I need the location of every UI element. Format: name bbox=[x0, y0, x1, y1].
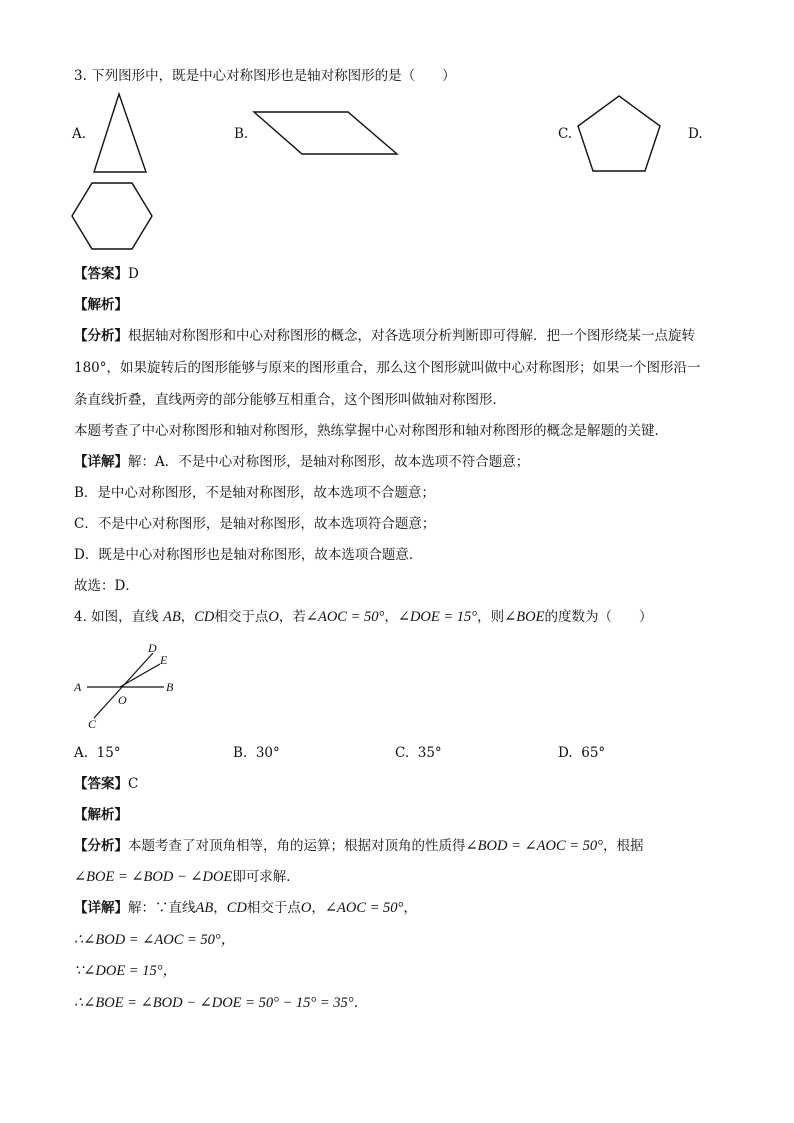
q4-option-c: C. 35° bbox=[395, 745, 442, 761]
q4-option-d: D. 65° bbox=[558, 745, 606, 761]
label-d: D bbox=[148, 641, 157, 655]
q3-analysis-header: 【解析】 bbox=[74, 297, 128, 313]
label-e: E bbox=[160, 653, 168, 667]
q3-fenxi-line-1: 【分析】根据轴对称图形和中心对称图形的概念，对各选项分析判断即可得解．把一个图形绕某一点旋转 bbox=[74, 328, 695, 344]
q4-fenxi-line-2: ∠BOE = ∠BOD − ∠DOE即可求解． bbox=[74, 869, 300, 885]
q3-triangle-figure bbox=[88, 90, 154, 176]
q4-option-b: B. 30° bbox=[233, 745, 280, 761]
q3-option-b-label: B. bbox=[234, 126, 249, 142]
q3-answer: 【答案】D bbox=[74, 266, 139, 282]
q4-option-a: A. 15° bbox=[74, 745, 121, 761]
q4-detail-1: 【详解】解：∵直线AB，CD相交于点O，∠AOC = 50°， bbox=[74, 900, 417, 916]
q4-answer: 【答案】C bbox=[74, 776, 139, 792]
q3-fenxi-line-3: 条直线折叠，直线两旁的部分能够互相重合，这个图形叫做轴对称图形． bbox=[74, 392, 506, 408]
q3-hexagon-figure bbox=[68, 180, 156, 252]
label-c: C bbox=[88, 717, 97, 731]
q4-detail-4: ∴∠BOE = ∠BOD − ∠DOE = 50° − 15° = 35°． bbox=[74, 995, 369, 1011]
q3-detail-b: B．是中心对称图形，不是轴对称图形，故本选项不合题意； bbox=[74, 485, 435, 501]
label-o: O bbox=[118, 693, 127, 707]
q4-fenxi-line-1: 【分析】本题考查了对顶角相等，角的运算；根据对顶角的性质得∠BOD = ∠AOC = 50°，根据 bbox=[74, 838, 644, 854]
q4-angle-figure bbox=[68, 638, 188, 734]
q4-analysis-header: 【解析】 bbox=[74, 807, 128, 823]
q3-option-c-label: C. bbox=[558, 126, 573, 142]
q3-conclusion: 故选：D． bbox=[74, 578, 139, 594]
q3-pentagon-figure bbox=[574, 92, 666, 176]
q3-option-d-label: D. bbox=[688, 126, 703, 142]
q3-option-a-label: A. bbox=[72, 126, 87, 142]
q3-stem: 3. 下列图形中，既是中心对称图形也是轴对称图形的是（ ） bbox=[74, 68, 456, 84]
q3-detail-d: D．既是中心对称图形也是轴对称图形，故本选项合题意． bbox=[74, 547, 423, 563]
q3-detail-a: 【详解】解：A．不是中心对称图形，是轴对称图形，故本选项不符合题意； bbox=[74, 454, 530, 470]
q3-parallelogram-figure bbox=[250, 108, 402, 160]
label-a: A bbox=[74, 680, 82, 694]
q3-summary: 本题考查了中心对称图形和轴对称图形，熟练掌握中心对称图形和轴对称图形的概念是解题的关键． bbox=[74, 423, 668, 439]
label-b: B bbox=[166, 680, 174, 694]
q4-detail-3: ∵∠DOE = 15°， bbox=[74, 963, 178, 979]
q3-fenxi-line-2: 180°，如果旋转后的图形能够与原来的图形重合，那么这个图形就叫做中心对称图形；如果一个图形沿一 bbox=[74, 360, 701, 376]
q4-detail-2: ∴∠BOD = ∠AOC = 50°， bbox=[74, 932, 236, 948]
q4-stem: 4. 如图，直线 AB，CD相交于点O，若∠AOC = 50°，∠DOE = 15°，则∠BOE的度数为（ ） bbox=[74, 609, 653, 625]
q3-detail-c: C．不是中心对称图形，是轴对称图形，故本选项符合题意； bbox=[74, 516, 436, 532]
